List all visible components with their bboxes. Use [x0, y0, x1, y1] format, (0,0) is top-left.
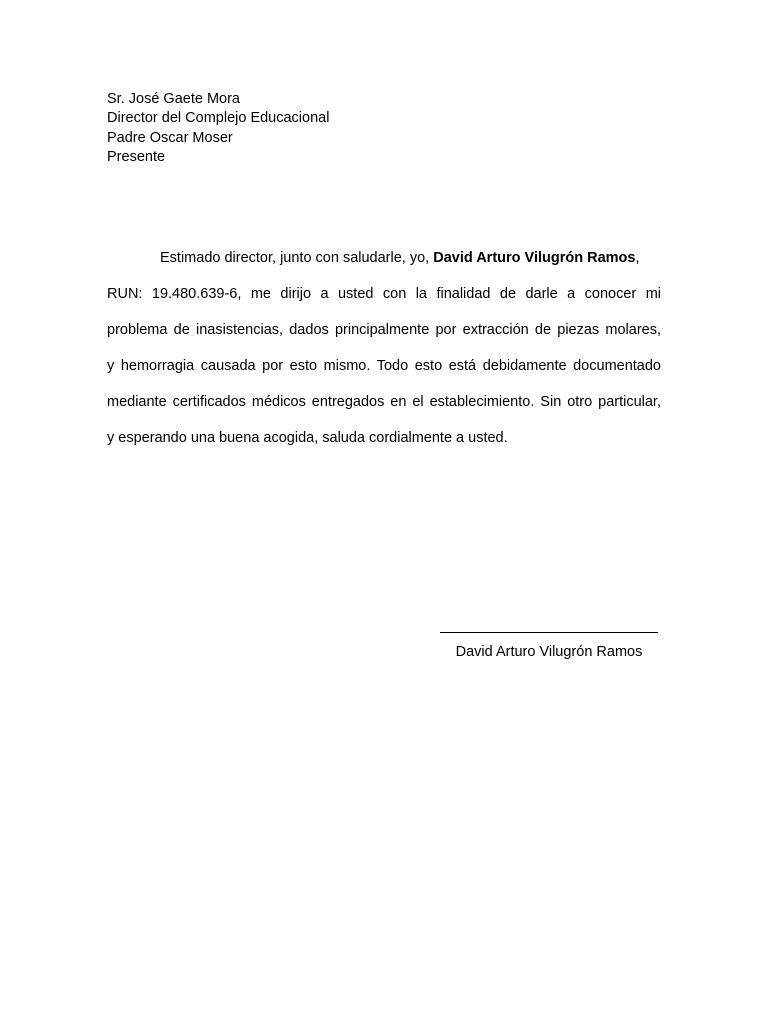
body-line-3: problema de inasistencias, dados principalmente por extracción de piezas molares, [107, 322, 661, 338]
signature-line [440, 632, 658, 633]
sender-name-bold: David Arturo Vilugrón Ramos [433, 250, 636, 266]
body-line-4: y hemorragia causada por esto mismo. Todo esto está debidamente documentado [107, 358, 661, 374]
body-line-1 [107, 240, 661, 276]
body-line-6: y esperando una buena acogida, saluda cordialmente a usted. [107, 430, 508, 446]
signature-name: David Arturo Vilugrón Ramos [455, 644, 643, 660]
body-line-1-comma: , [635, 250, 640, 266]
letter-body [107, 240, 661, 456]
recipient-presente: Presente [107, 148, 166, 165]
recipient-institution: Padre Oscar Moser [107, 129, 233, 146]
body-line-1-text: Estimado director, junto con saludarle, yo, [160, 250, 434, 266]
recipient-block [107, 90, 607, 167]
body-line-5: mediante certificados médicos entregados en el establecimiento. Sin otro particular, [107, 394, 661, 410]
recipient-name: Sr. José Gaete Mora [107, 91, 240, 107]
body-line-2: RUN: 19.480.639-6, me dirijo a usted con la finalidad de darle a conocer mi [107, 286, 661, 302]
recipient-title: Director del Complejo Educacional [107, 110, 330, 127]
